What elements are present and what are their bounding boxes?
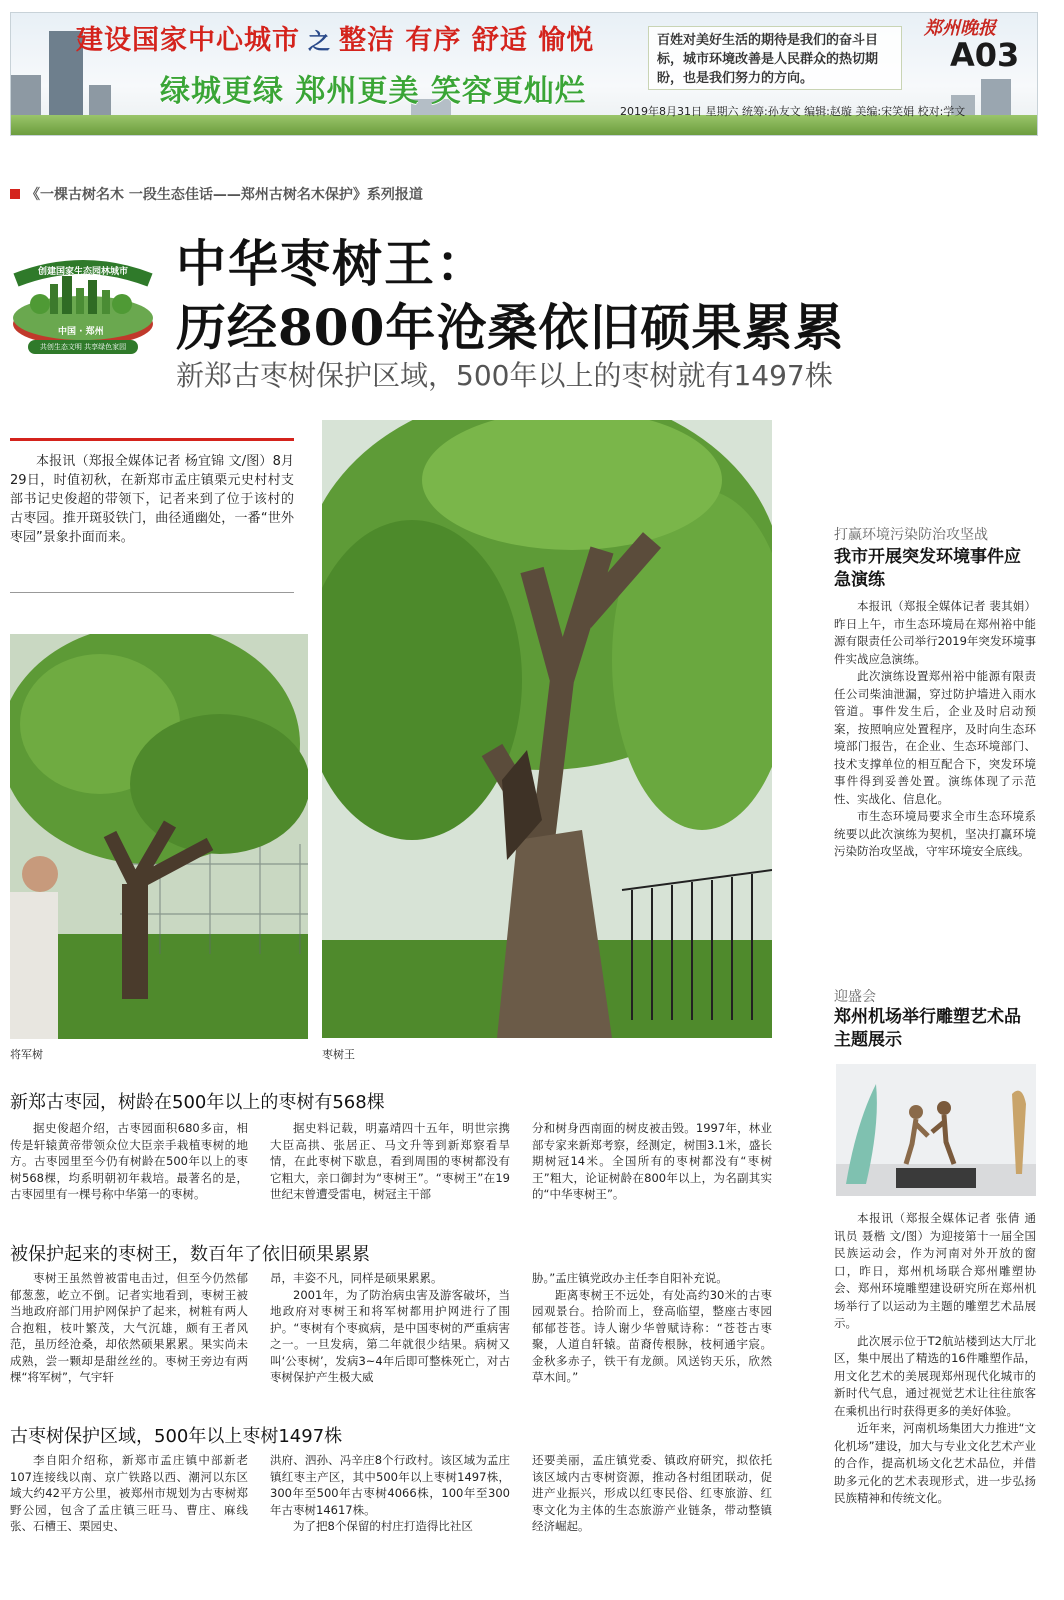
section-3-col-2 xyxy=(270,1452,510,1535)
section-1-text: 分和树身西南面的树皮被击毁。1997年，林业部专家来新郑考察，经测定，树围3.1米，盛长期树冠14米。全国所有的枣树都没有“枣树王”粗大，论证树龄在800年以上，为名副其实的“中华枣树王”。 xyxy=(532,1121,772,1201)
general-tree-image xyxy=(10,634,308,1039)
section-2-text: 枣树王虽然曾被雷电击过，但至今仍然郁郁葱葱，屹立不倒。记者实地看到，枣树王被当地政府部门用护网保护了起来，树粧有两人合抱粗，枝叶繁茂，大气沉雄，颇有王者风范，虽历经沧桑，却依然硕果累累。果实尚未成熟，尝一颗却是甜丝丝的。枣树王旁边有两棵“将军树”，气宇轩 xyxy=(10,1271,248,1384)
sidebar-1-body xyxy=(834,598,1036,861)
section-1-col-3 xyxy=(532,1120,772,1203)
section-2-title: 被保护起来的枣树王，数百年了依旧硕果累累 xyxy=(10,1244,370,1265)
section-3-text: 李自阳介绍称，新郑市孟庄镇中部新老107连接线以南、京广铁路以西、潮河以东区域大约42平方公里，被郑州市规划为古枣树郑野公园，包含了孟庄镇三旺马、曹庄、麻线张、石槽王、栗园史、 xyxy=(10,1453,248,1533)
section-2-text: 昂，丰姿不凡，同样是硕果累累。 xyxy=(270,1271,443,1285)
page-number: A03 xyxy=(950,36,1020,74)
jujube-king-image xyxy=(322,420,772,1038)
subheadline: 新郑古枣树保护区域，500年以上的枣树就有1497株 xyxy=(176,359,833,392)
red-square-icon xyxy=(10,189,20,199)
section-2-text: 2001年，为了防治病虫害及游客破坏，当地政府对枣树王和将军树都用护网进行了围护。“枣树有个枣疯病，是中国枣树的严重病害之一。一旦发病，第二年就很少结果。病树又叫‘公枣树’，发病3~4年后即可整株死亡，对古枣树保护产生极大威 xyxy=(270,1287,510,1384)
sidebar-2-paragraph: 此次展示位于T2航站楼到达大厅北区，集中展出了精选的16件雕塑作品，用文化艺术的美展现郑州现代化城市的新时代气息，通过视觉艺术让往往旅客在乘机出行时获得更多的美好体验。 xyxy=(834,1333,1036,1418)
section-1-col-1 xyxy=(10,1120,248,1203)
banner-quote: 百姓对美好生活的期待是我们的奋斗目标，城市环境改善是人民群众的热切期盼，也是我们努力的方向。 xyxy=(648,26,902,90)
lead-bottom-rule xyxy=(10,592,294,593)
sidebar-2-kicker: 迎盛会 xyxy=(834,989,876,1005)
section-1-col-2 xyxy=(270,1120,510,1203)
section-2-text: 胁。”孟庄镇党政办主任李自阳补充说。 xyxy=(532,1271,728,1285)
section-1-text: 据史料记载，明嘉靖四十五年，明世宗携大臣高拱、张居正、马文升等到新郑察看旱情，在此枣树下歇息，看到周围的枣树都没有它粗大，亲口御封为“枣树王”。“枣树王”在19世纪末曾遭受雷电，树冠主干部 xyxy=(270,1121,510,1201)
series-line xyxy=(10,184,423,204)
lead-red-rule xyxy=(10,438,294,441)
section-3-col-1 xyxy=(10,1452,248,1535)
dateline: 2019年8月31日 星期六 统筹:孙友文 编辑:赵璇 美编:宋笑娟 校对:学文 xyxy=(620,105,966,118)
section-1-title: 新郑古枣园，树龄在500年以上的枣树有568棵 xyxy=(10,1092,385,1113)
caption-general-tree: 将军树 xyxy=(10,1048,43,1061)
section-3-title: 古枣树保护区域，500年以上枣树1497株 xyxy=(10,1426,343,1447)
caption-jujube-king: 枣树王 xyxy=(322,1048,355,1061)
banner-title-a: 建设国家中心城市 xyxy=(76,25,300,56)
sidebar-2-body xyxy=(834,1210,1036,1508)
lead-text: 本报讯（郑报全媒体记者 杨宜锦 文/图）8月29日，时值初秋，在新郑市孟庄镇栗元史村村支部书记史俊超的带领下，记者来到了位于该村的古枣园。推开斑驳铁门，曲径通幽处，一番“世外枣园”景象扑面而来。 xyxy=(10,454,294,545)
eco-city-badge xyxy=(10,258,156,362)
section-2-col-3 xyxy=(532,1270,772,1386)
section-2-text: 距离枣树王不远处，有处高约30米的古枣园观景台。拾阶而上，登高临望，整座古枣园郁郁苍苍。诗人谢少华曾赋诗称：“苍苍古枣聚，人道自轩辕。苗裔传根脉，枝柯通宇宸。金秋多赤子，铁干有龙颜。风送钧天乐，欣然草木间。” xyxy=(532,1287,772,1384)
badge-top-text: 创建国家生态园林城市 xyxy=(37,267,128,277)
sidebar-1-paragraph: 本报讯（郑报全媒体记者 裴其娟）昨日上午，市生态环境局在郑州裕中能源有限责任公司举行2019年突发环境事件实战应急演练。 xyxy=(834,599,1036,666)
sidebar-2-paragraph: 近年来，河南机场集团大力推进“文化机场”建设，加大与专业文化艺术产业的合作，提高机场文化艺术品位，并借助多元化的艺术表现形式，进一步弘扬民族精神和传统文化。 xyxy=(834,1421,1036,1505)
section-3-text: 洪府、泗孙、冯辛庄8个行政村。该区域为孟庄镇红枣主产区，其中500年以上枣树1497株，300年至500年古枣树4066株，100年至300年古枣树14617株。 xyxy=(270,1453,510,1517)
sidebar-1-title: 我市开展突发环境事件应急演练 xyxy=(834,547,1021,590)
jujube-king-photo xyxy=(322,420,772,1038)
sidebar-1-paragraph: 市生态环境局要求全市生态环境系统要以此次演练为契机，坚决打赢环境污染防治攻坚战，守牢环境安全底线。 xyxy=(834,809,1036,858)
sculpture-photo xyxy=(836,1064,1036,1196)
banner-title xyxy=(76,18,594,57)
headline-line-2: 历经800年沧桑依旧硕果累累 xyxy=(176,298,845,357)
badge-mid-text: 中国 · 郑州 xyxy=(58,327,104,337)
section-1-text: 据史俊超介绍，古枣园面积680多亩，相传是轩辕黄帝带领众位大臣亲手栽植枣树的地方。古枣园里至今仍有树龄在500年以上的枣树568棵，均系明朝初年栽培。最著名的是，古枣园里有一棵号称中华第一的枣树。 xyxy=(10,1121,248,1201)
badge-bottom-text: 共创生态文明 共享绿色家园 xyxy=(39,343,127,351)
banner-slogan: 绿城更绿 郑州更美 笑容更灿烂 xyxy=(160,74,586,109)
sculpture-image xyxy=(836,1064,1036,1196)
lead-paragraph xyxy=(10,452,294,547)
banner-title-b: 整洁 有序 舒适 愉悦 xyxy=(339,25,595,56)
sidebar-1-paragraph: 此次演练设置郑州裕中能源有限责任公司柴油泄漏，穿过防护墙进入雨水管道。事件发生后，企业及时启动预案，按照响应处置程序，及时向生态环境部门报告，在企业、生态环境部门、技术支撑单位的相互配合下，突发环境事件得到妥善处置。演练体现了示范性、实战化、信息化。 xyxy=(834,669,1036,806)
general-tree-photo xyxy=(10,634,308,1039)
banner-title-zhi: 之 xyxy=(308,30,332,55)
section-3-text: 还要美丽，孟庄镇党委、镇政府研究，拟依托该区域内古枣树资源，推动各村组团联动，促进产业振兴，形成以红枣民俗、红枣旅游、红枣文化为主体的生态旅游产业链条，带动整镇经济崛起。 xyxy=(532,1453,772,1533)
series-text: 《一棵古树名木 一段生态佳话——郑州古树名木保护》系列报道 xyxy=(26,187,423,203)
sidebar-2-title: 郑州机场举行雕塑艺术品主题展示 xyxy=(834,1007,1021,1050)
section-2-col-1 xyxy=(10,1270,248,1386)
newspaper-logo: 郑州晚报 xyxy=(924,18,996,39)
section-3-col-3 xyxy=(532,1452,772,1535)
sidebar-1-kicker: 打赢环境污染防治攻坚战 xyxy=(834,527,988,543)
headline-line-1: 中华枣树王： xyxy=(176,234,488,293)
section-2-col-2 xyxy=(270,1270,510,1386)
section-3-text: 为了把8个保留的村庄打造得比社区 xyxy=(293,1519,473,1533)
sidebar-2-paragraph: 本报讯（郑报全媒体记者 张倩 通讯员 聂楷 文/图）为迎接第十一届全国民族运动会，作为河南对外开放的窗口，昨日，郑州机场联合郑州雕塑协会、郑州环境雕塑建设研究所在郑州机场举行了以运动为主题的雕塑艺术品展示。 xyxy=(834,1211,1036,1330)
